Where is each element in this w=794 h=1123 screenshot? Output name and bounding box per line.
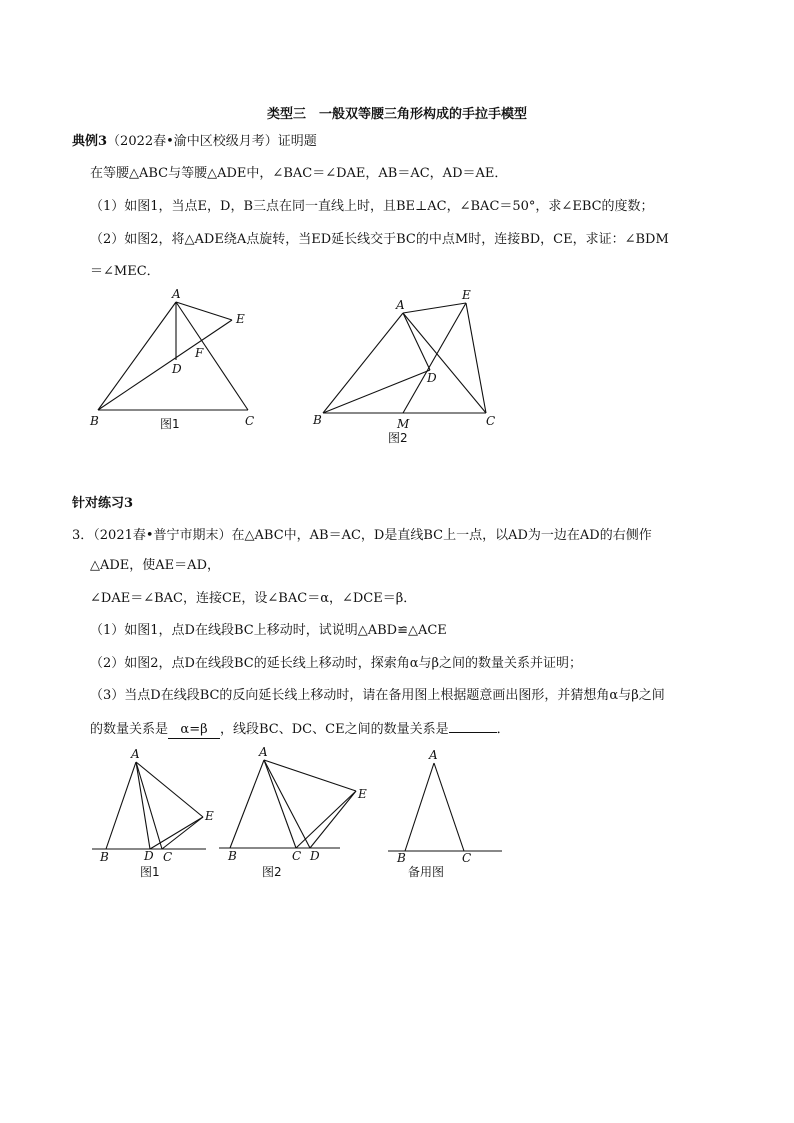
- fig2-caption: 图2: [388, 431, 408, 445]
- example-question-1: （1）如图1，当点E，D，B三点在同一直线上时，且BE⊥AC，∠BAC＝50°，求∠EBC的度数；: [90, 199, 654, 214]
- fig2-label-b: B: [313, 413, 322, 427]
- example-question-2-line-2: ＝∠MEC．: [90, 264, 160, 279]
- q3-prefix: 的数量关系是: [90, 722, 169, 737]
- fig2-label-c: C: [486, 414, 496, 428]
- practice-line-1: 3．（2021春•普宁市期末）在△ABC中，AB＝AC，D是直线BC上一点，以AD为一边在AD的右侧作: [72, 528, 652, 543]
- p1-label-c: C: [163, 850, 173, 864]
- practice-question-3-line-1: （3）当点D在线段BC的反向延长线上移动时，请在备用图上根据题意画出图形，并猜想角α与β之间: [90, 688, 665, 703]
- practice-line-2: △ADE，使AE＝AD，: [90, 558, 220, 573]
- section-title: 类型三 一般双等腰三角形构成的手拉手模型: [266, 107, 527, 122]
- example-source: （2022春•渝中区校级月考）证明题: [107, 134, 317, 149]
- p1-label-d: D: [144, 849, 154, 863]
- fig1-caption: 图1: [160, 417, 180, 431]
- practice-question-1: （1）如图1，点D在线段BC上移动时，试说明△ABD≌△ACE: [90, 623, 447, 638]
- p3-label-b: B: [397, 851, 406, 865]
- p1-label-b: B: [100, 850, 109, 864]
- q3-suffix: ．: [496, 722, 510, 737]
- p2-label-b: B: [228, 849, 237, 863]
- fig1-label-a: A: [172, 287, 181, 301]
- example-question-2-line-1: （2）如图2，将△ADE绕A点旋转，当ED延长线交于BC的中点M时，连接BD，CE，求证：∠BDM: [90, 232, 669, 247]
- fig2-label-m: M: [397, 417, 410, 431]
- p2-caption: 图2: [262, 865, 282, 879]
- p2-label-a: A: [259, 745, 268, 759]
- fig1-label-d: D: [172, 362, 182, 376]
- p2-label-e: E: [358, 787, 367, 801]
- q3-answer: α=β: [168, 722, 220, 739]
- q3-middle: ，线段BC、DC、CE之间的数量关系是: [220, 722, 449, 737]
- p3-label-c: C: [462, 851, 472, 865]
- fig1-label-e: E: [236, 312, 245, 326]
- p1-caption: 图1: [140, 865, 160, 879]
- example-stem: 在等腰△ABC与等腰△ADE中，∠BAC＝∠DAE，AB＝AC，AD＝AE．: [90, 166, 508, 181]
- p3-label-a: A: [429, 748, 438, 762]
- p1-label-a: A: [131, 747, 140, 761]
- p2-label-c: C: [292, 849, 302, 863]
- practice-question-2: （2）如图2，点D在线段BC的延长线上移动时，探索角α与β之间的数量关系并证明；: [90, 656, 583, 671]
- p1-label-e: E: [205, 809, 214, 823]
- fig2-label-a: A: [396, 298, 405, 312]
- fig1-label-f: F: [195, 346, 204, 360]
- fig2-label-d: D: [427, 371, 437, 385]
- practice-label: 针对练习3: [72, 496, 134, 511]
- practice-line-3: ∠DAE＝∠BAC，连接CE，设∠BAC＝α，∠DCE＝β．: [90, 591, 417, 606]
- fig2-label-e: E: [462, 288, 471, 302]
- fig1-label-c: C: [245, 414, 255, 428]
- fig1-label-b: B: [90, 414, 99, 428]
- p2-label-d: D: [310, 849, 320, 863]
- p3-caption: 备用图: [408, 865, 445, 879]
- example-label: 典例3: [72, 134, 108, 149]
